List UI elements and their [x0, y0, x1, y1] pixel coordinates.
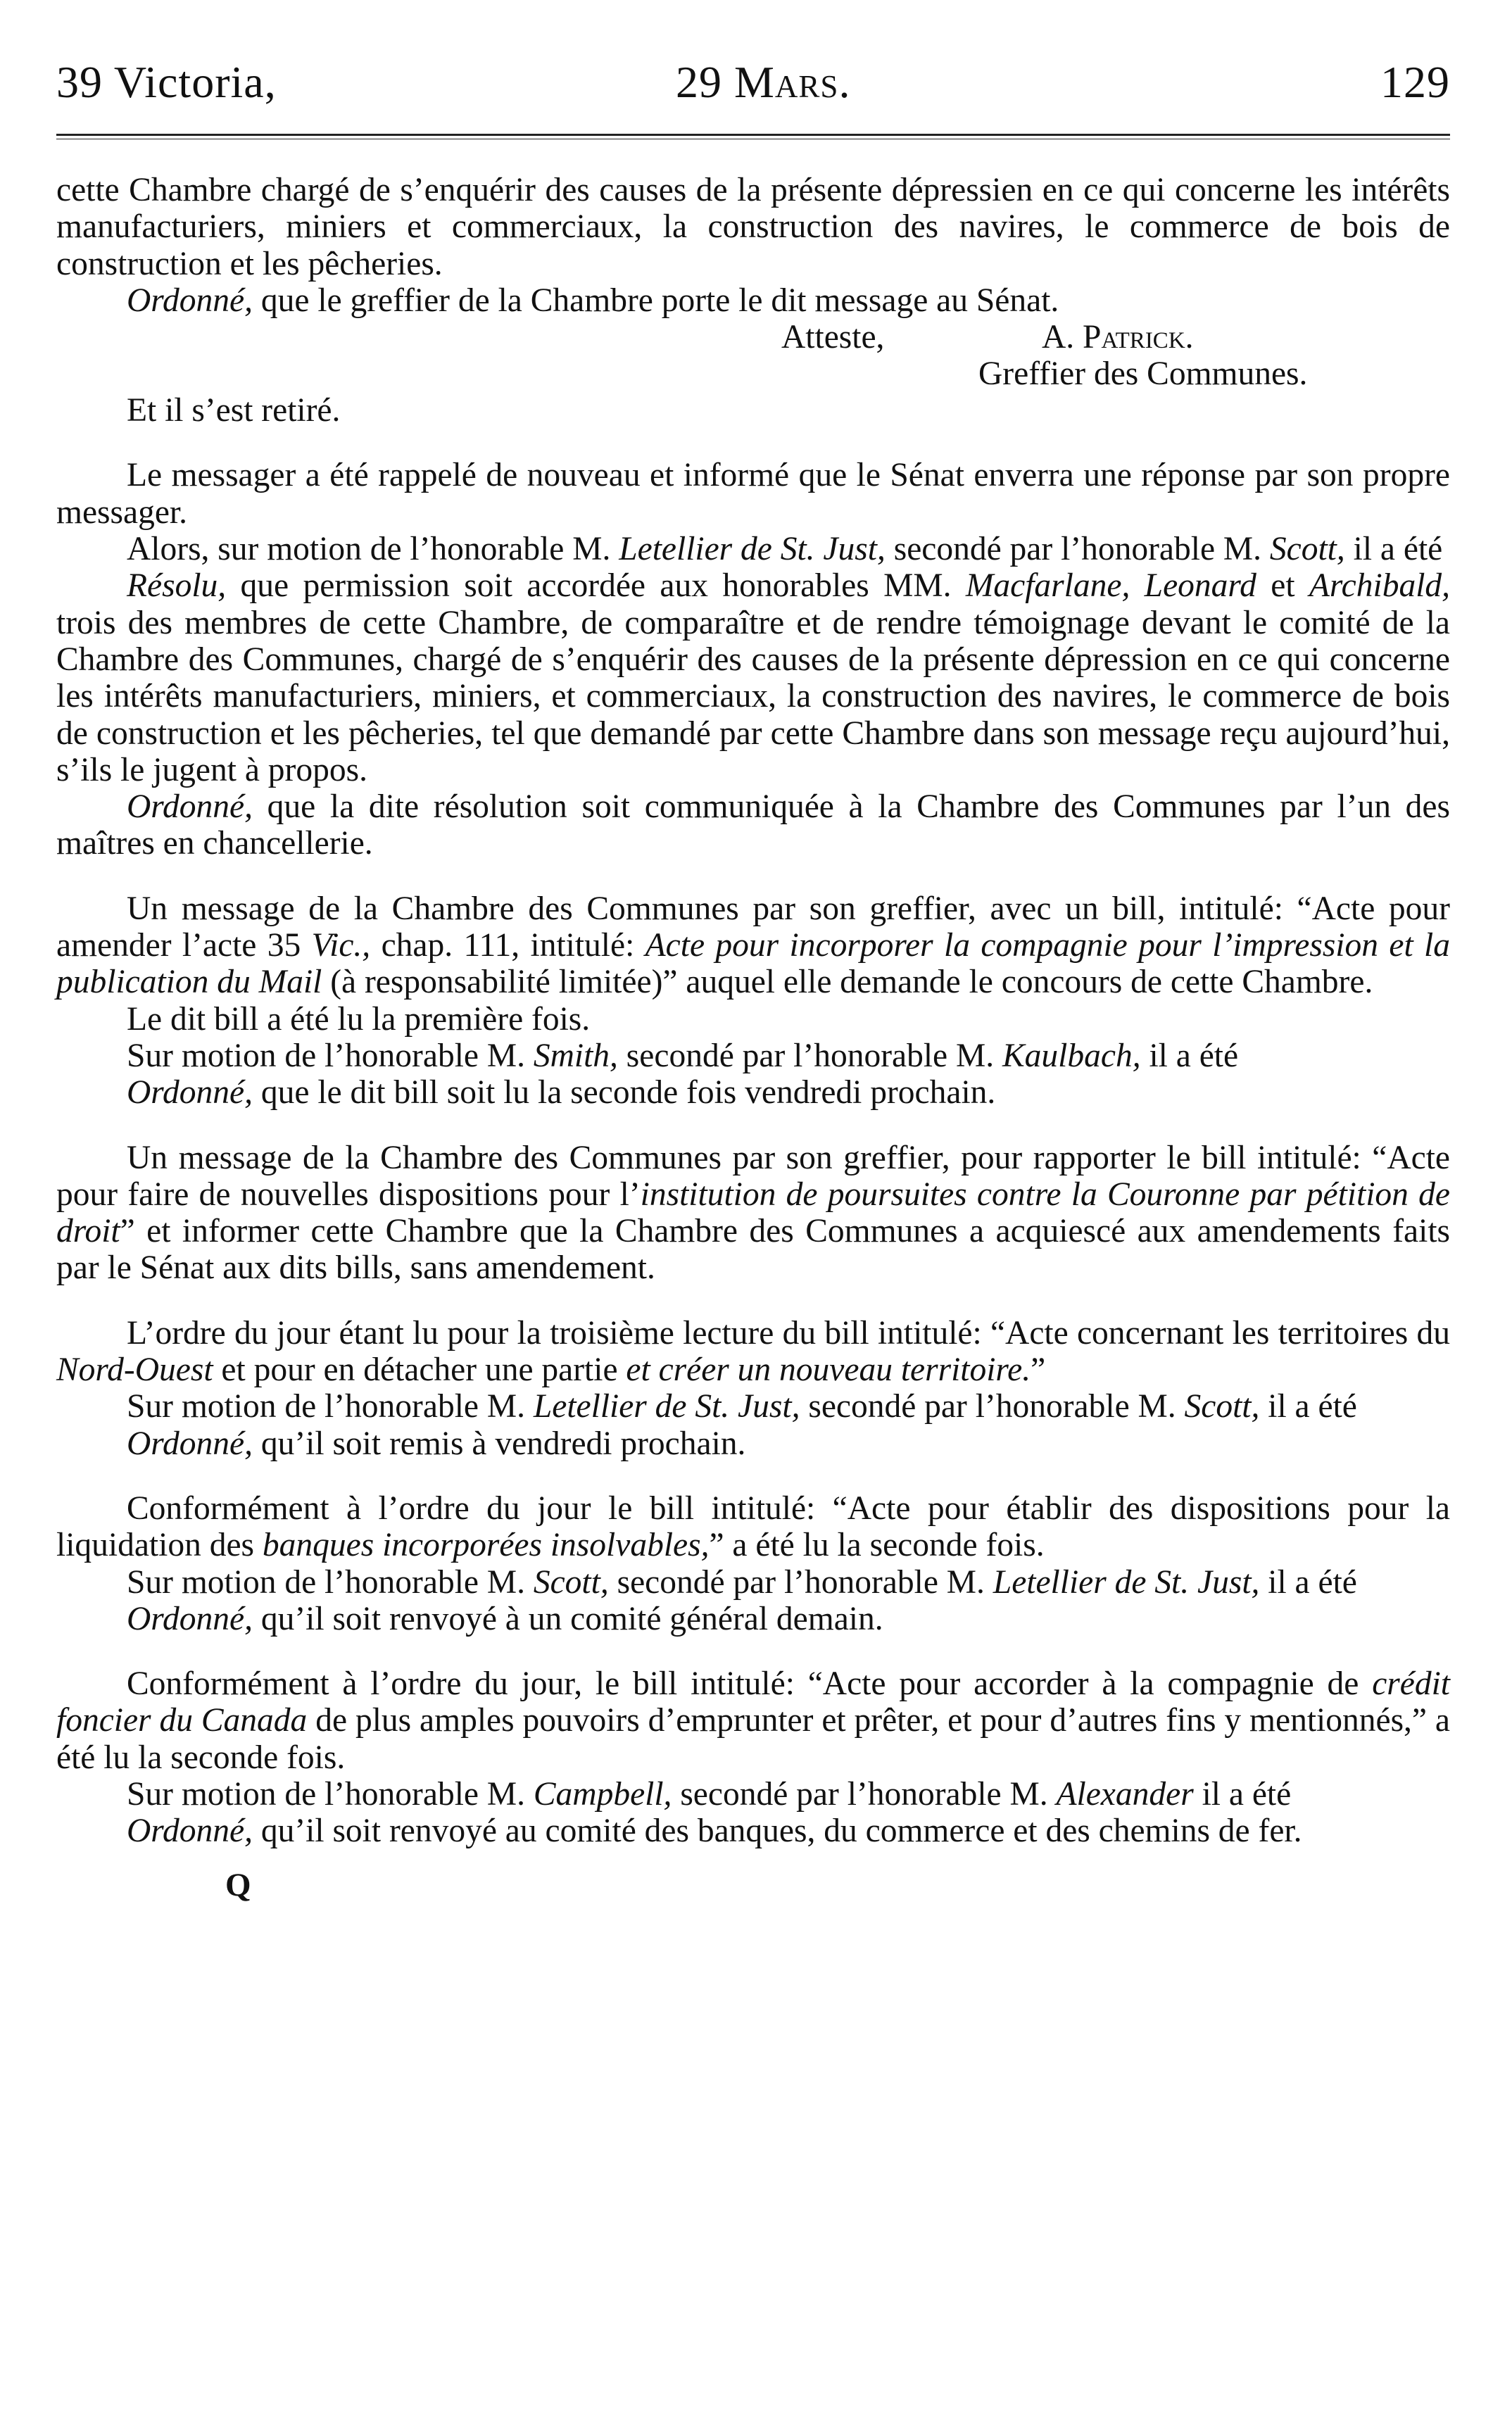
text: ” et informer cette Chambre que la Chambre des Communes a acquiescé aux amendements faits par le Sénat aux dits bills, sans amendement. — [56, 1213, 1450, 1287]
paragraph — [56, 567, 1450, 788]
signature-mark: Q — [225, 1866, 251, 1903]
paragraph — [56, 1425, 1450, 1462]
header-day: 29 — [676, 57, 722, 107]
text: secondé par l’honorable M. — [800, 1388, 1185, 1425]
paragraph — [56, 1038, 1450, 1074]
ordonne-label: Ordonné, — [127, 1074, 253, 1111]
header-date — [676, 56, 850, 108]
member-name: Smith, — [533, 1037, 618, 1074]
paragraph-text: qu’il soit remis à vendredi prochain. — [252, 1425, 746, 1462]
ordonne-label: Ordonné, — [127, 1600, 253, 1637]
text: Conformément à l’ordre du jour le bill intitulé: “Acte pour établir des dispositions pour la liquidation des — [56, 1489, 1450, 1564]
journal-text — [56, 172, 1450, 1903]
text: Sur motion de l’honorable M. — [127, 1563, 534, 1601]
text: il a été — [1193, 1775, 1292, 1813]
page-number: 129 — [1380, 57, 1450, 107]
header-month: Mars. — [734, 57, 851, 107]
paragraph — [56, 1140, 1450, 1287]
member-name: Macfarlane, Leonard — [965, 567, 1256, 605]
paragraph — [56, 890, 1450, 1001]
bill-title: institution de poursuites contre la Couronne par pétition de droit — [56, 1176, 1450, 1250]
text: il a été — [1259, 1563, 1357, 1601]
paragraph — [56, 531, 1450, 567]
member-name: Letellier de St. Just, — [533, 1388, 800, 1425]
paragraph — [56, 1315, 1450, 1389]
text: Sur motion de l’honorable M. — [127, 1037, 534, 1074]
text: il a été — [1344, 531, 1443, 568]
paragraph — [56, 1601, 1450, 1637]
paragraph: Le messager a été rappelé de nouveau et informé que le Sénat enverra une réponse par son propre messager. — [56, 457, 1450, 531]
text: Un message de la Chambre des Communes par son greffier, pour rapporter le bill intitulé: “Acte pour faire de nouvelles dispositions pour l’ — [56, 1139, 1450, 1213]
text: secondé par l’honorable M. — [672, 1775, 1057, 1813]
text: et pour en détacher une partie — [213, 1352, 626, 1389]
paragraph-text: qu’il soit renvoyé à un comité général demain. — [252, 1600, 883, 1637]
ordonne-label: Ordonné, — [127, 1425, 253, 1462]
paragraph-text: que le dit bill soit lu la seconde fois vendredi prochain. — [252, 1074, 996, 1111]
paragraph — [56, 1776, 1450, 1813]
ordonne-label: Ordonné, — [127, 1813, 253, 1850]
page — [56, 42, 1450, 1903]
text: Conformément à l’ordre du jour, le bill intitulé: “Acte pour accorder à la compagnie de — [127, 1665, 1373, 1703]
text: que permission soit accordée aux honorables MM. — [226, 567, 966, 605]
company-name: crédit foncier du Canada — [56, 1665, 1450, 1739]
text: il a été — [1140, 1037, 1239, 1074]
paragraph — [56, 788, 1450, 862]
bill-title: et créer un nouveau territoire. — [626, 1352, 1031, 1389]
paragraph-text: que le greffier de la Chambre porte le dit message au Sénat. — [252, 282, 1059, 319]
paragraph — [56, 1564, 1450, 1601]
text: (à responsabilité limitée)” auquel elle demande le concours de cette Chambre. — [322, 964, 1373, 1001]
member-name: Campbell, — [533, 1775, 672, 1813]
attest-label: Atteste, — [781, 319, 885, 356]
text: secondé par l’honorable M. — [885, 531, 1270, 568]
member-name: Scott, — [1184, 1388, 1260, 1425]
ordonne-label: Ordonné, — [127, 282, 253, 319]
text: Sur motion de l’honorable M. — [127, 1775, 534, 1813]
member-name: Scott, — [533, 1563, 609, 1601]
text: chap. 111, intitulé: — [370, 927, 645, 964]
text: trois des membres de cette Chambre, de comparaître et de rendre témoignage devant le comité de la Chambre des Communes, chargé de s’enquérir des causes de la présente dépression en ce qui concerne les intérêts manufacturiers, miniers, et commerciaux, la construction des navires, le commerce de bois de construction et les pêcheries, tel que demandé par cette Chambre dans son message reçu aujourd’hui, s’ils le jugent à propos. — [56, 604, 1450, 788]
ordonne-label: Ordonné, — [127, 788, 253, 826]
text: de plus amples pouvoirs d’emprunter et prêter, et pour d’autres fins y mentionnés,” a été lu la seconde fois. — [56, 1702, 1451, 1776]
paragraph-text: qu’il soit renvoyé au comité des banques, du commerce et des chemins de fer. — [252, 1813, 1302, 1850]
header-rule — [56, 134, 1450, 139]
member-name: Letellier de St. Just, — [993, 1563, 1260, 1601]
paragraph — [56, 1490, 1450, 1564]
text: Sur motion de l’honorable M. — [127, 1388, 534, 1425]
member-name: Scott, — [1269, 531, 1345, 568]
place-name: Nord-Ouest — [56, 1352, 213, 1389]
paragraph — [56, 282, 1450, 319]
text: secondé par l’honorable M. — [617, 1037, 1002, 1074]
paragraph-text: que la dite résolution soit communiquée à la Chambre des Communes par l’un des maîtres en chancellerie. — [56, 788, 1450, 862]
member-name: Kaulbach, — [1002, 1037, 1141, 1074]
citation: Vic., — [311, 927, 371, 964]
bill-title: Acte pour incorporer la compagnie pour l’impression et la publication du Mail — [56, 927, 1451, 1001]
member-name: Archibald, — [1309, 567, 1451, 605]
text: ” — [1031, 1352, 1046, 1389]
resolu-label: Résolu, — [127, 567, 227, 605]
paragraph — [56, 1074, 1450, 1111]
paragraph — [56, 1665, 1450, 1776]
paragraph: Et il s’est retiré. — [127, 392, 341, 429]
paragraph — [56, 1388, 1450, 1425]
clerk-name: A. Patrick. — [1042, 319, 1194, 356]
member-name: Letellier de St. Just, — [619, 531, 886, 568]
paragraph: Le dit bill a été lu la première fois. — [127, 1000, 591, 1038]
clerk-role: Greffier des Communes. — [978, 355, 1308, 393]
text: L’ordre du jour étant lu pour la troisième lecture du bill intitulé: “Acte concernant les territoires du — [127, 1314, 1450, 1352]
text: Un message de la Chambre des Communes par son greffier, avec un bill, intitulé: “Acte pour amender l’acte 35 — [56, 890, 1450, 964]
text: Alors, sur motion de l’honorable M. — [127, 531, 619, 568]
header-session: 39 Victoria, — [56, 57, 277, 107]
bill-title: banques incorporées insolvables, — [262, 1527, 710, 1564]
text: ” a été lu la seconde fois. — [709, 1527, 1045, 1564]
text: secondé par l’honorable M. — [608, 1563, 993, 1601]
paragraph — [56, 1813, 1450, 1849]
member-name: Alexander — [1056, 1775, 1194, 1813]
running-header — [56, 42, 1450, 127]
attestation — [56, 319, 1450, 392]
paragraph: cette Chambre chargé de s’enquérir des causes de la présente dépressien en ce qui concerne les intérêts manufacturiers, miniers et commerciaux, la construction des navires, le commerce de bois de construction et les pêcheries. — [56, 172, 1450, 282]
text: et — [1256, 567, 1309, 605]
text: il a été — [1259, 1388, 1357, 1425]
